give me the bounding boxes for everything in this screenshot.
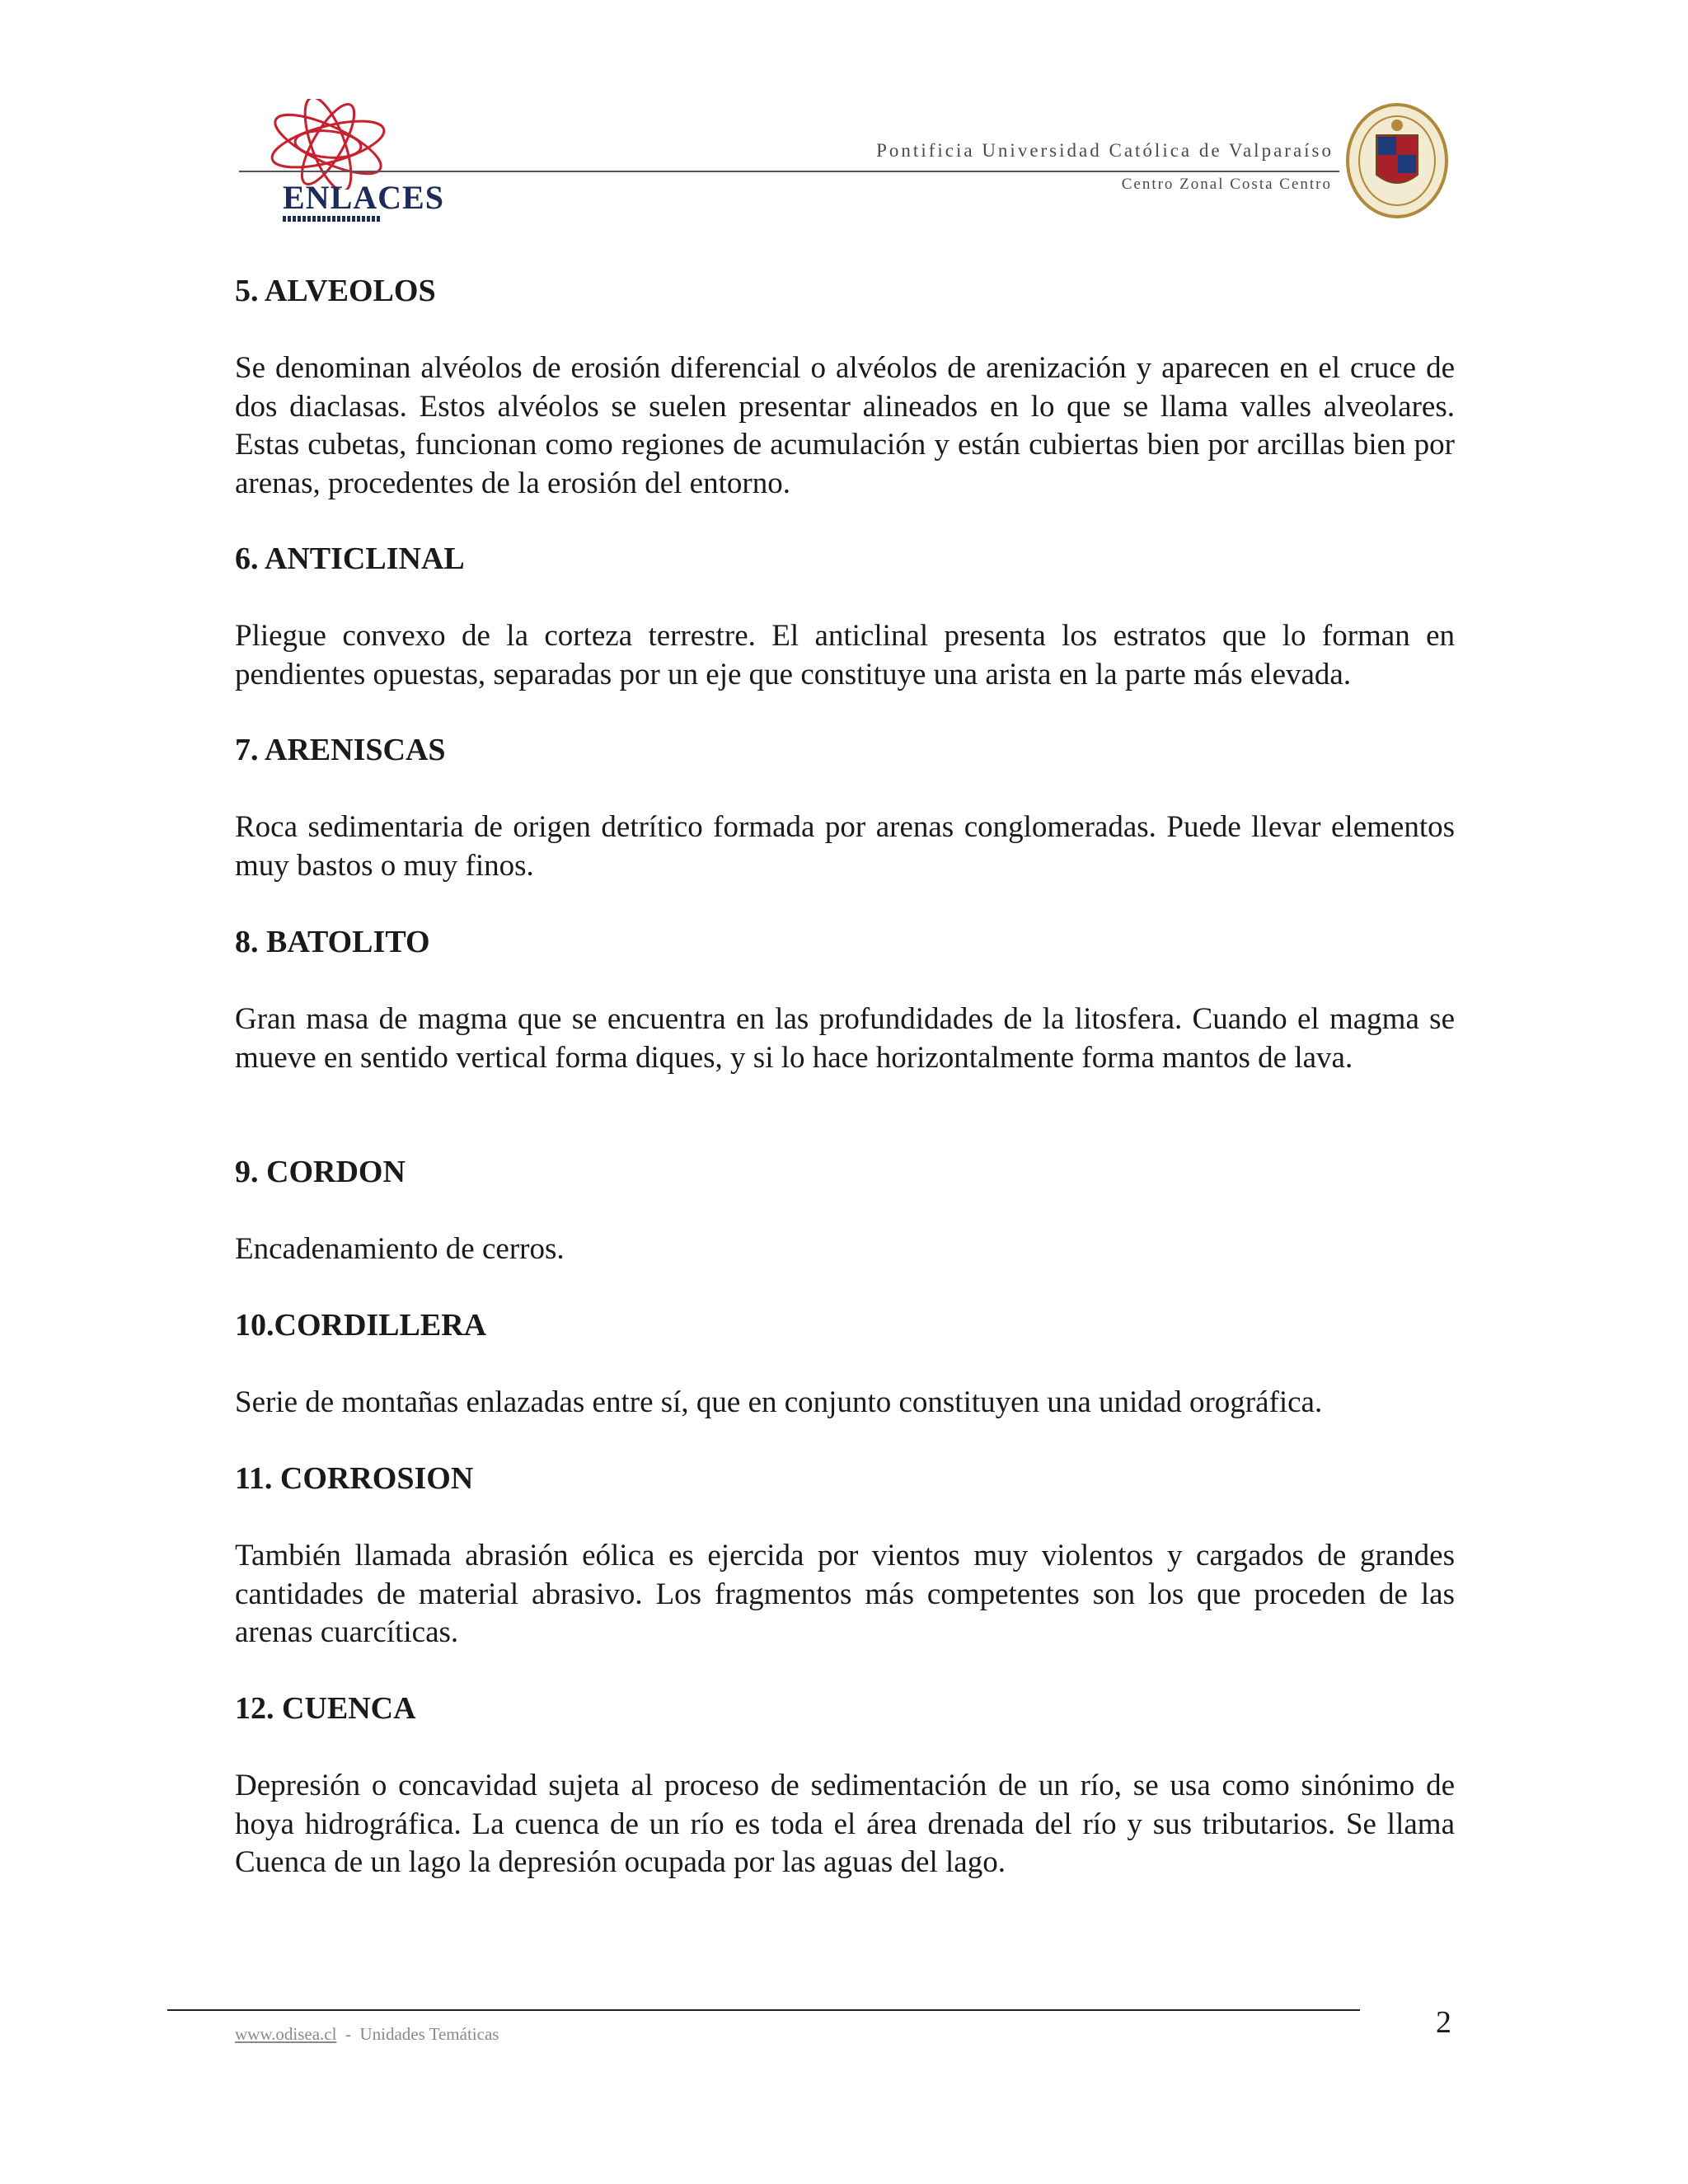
enlaces-logo [237, 99, 444, 223]
section-paragraph: Depresión o concavidad sujeta al proceso de sedimentación de un río, se usa como sinónimo de hoya hidrográfica. La cuenca de un río es toda el área drenada del río y sus tributarios. Se llama Cuenca de un lago la depresión ocupada por las aguas del lago. [235, 1769, 1455, 1879]
section-paragraph: Roca sedimentaria de origen detrítico formada por arenas conglomeradas. Puede llevar elementos muy bastos o muy finos. [235, 810, 1455, 883]
footer-label: Unidades Temáticas [359, 2024, 499, 2044]
footer-divider [167, 2009, 1360, 2011]
page-number: 2 [1436, 2005, 1451, 2040]
section-paragraph: Gran masa de magma que se encuentra en las profundidades de la litosfera. Cuando el magma se mueve en sentido vertical forma diques, y si lo hace horizontalmente forma mantos de lava. [235, 1002, 1455, 1075]
section-paragraph: También llamada abrasión eólica es ejercida por vientos muy violentos y cargados de grandes cantidades de material abrasivo. Los fragmentos más competentes son los que proceden de las arenas cuarcíticas. [235, 1539, 1455, 1649]
section-paragraph: Encadenamiento de cerros. [235, 1232, 565, 1266]
enlaces-logo-text: ENLACES [283, 179, 444, 216]
university-name: Pontificia Universidad Católica de Valparaíso [876, 140, 1334, 161]
section-heading: 11. CORROSION [235, 1461, 474, 1496]
section-paragraph: Se denominan alvéolos de erosión diferencial o alvéolos de arenización y aparecen en el cruce de dos diaclasas. Estos alvéolos se suelen presentar alineados en lo que se llama valles alveolares. Estas cubetas, funcionan como regiones de acumulación y están cubiertas bien por arcillas bien por arenas, procedentes de la erosión del entorno. [235, 351, 1455, 500]
section-paragraph: Pliegue convexo de la corteza terrestre. El anticlinal presenta los estratos que lo forman en pendientes opuestas, separadas por un eje que constituye una arista en la parte más elevada. [235, 619, 1455, 691]
center-name: Centro Zonal Costa Centro [1121, 176, 1332, 193]
footer-text [235, 2024, 499, 2045]
section-heading: 9. CORDON [235, 1155, 406, 1189]
section-heading: 8. BATOLITO [235, 925, 430, 959]
section-paragraph: Serie de montañas enlazadas entre sí, que en conjunto constituyen una unidad orográfica. [235, 1385, 1323, 1419]
header-divider [239, 171, 1339, 172]
enlaces-flower-icon [237, 99, 419, 190]
section-heading: 10.CORDILLERA [235, 1308, 487, 1343]
footer-website-link[interactable]: www.odisea.cl [235, 2024, 337, 2044]
page-header [0, 0, 1688, 239]
university-seal-icon [1345, 102, 1449, 219]
section-heading: 7. ARENISCAS [235, 733, 446, 767]
section-heading: 5. ALVEOLOS [235, 274, 436, 308]
footer-separator: - [336, 2024, 360, 2044]
section-heading: 12. CUENCA [235, 1691, 416, 1726]
section-heading: 6. ANTICLINAL [235, 541, 465, 576]
logo-stripe [283, 216, 382, 222]
